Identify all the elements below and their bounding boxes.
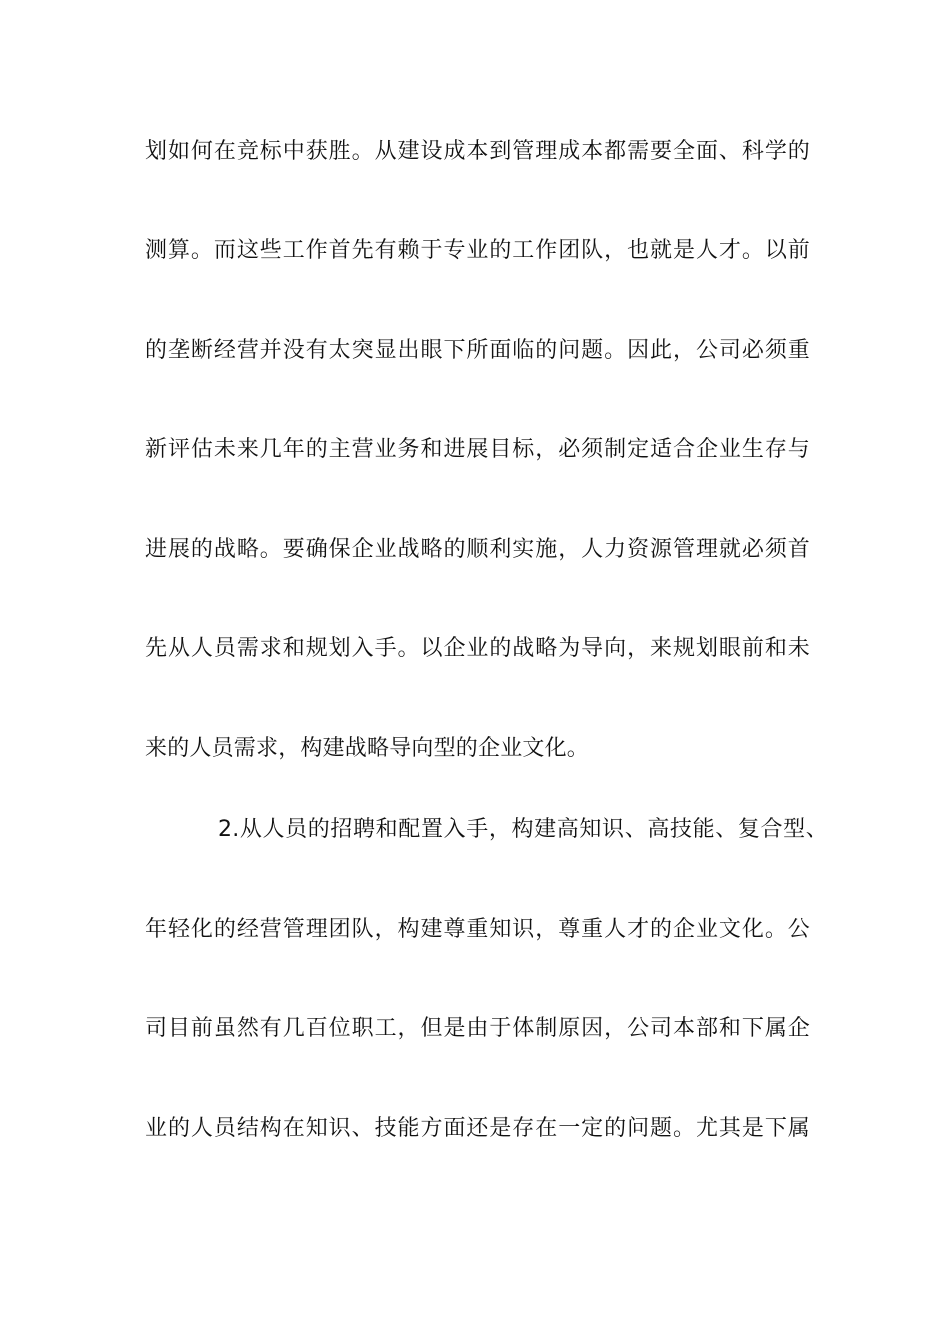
paragraph-line: 2.从人员的招聘和配置入手，构建高知识、高技能、复合型、 [218,817,828,842]
paragraph-line: 进展的战略。要确保企业战略的顺利实施，人力资源管理就必须首 [145,537,810,562]
paragraph-line: 业的人员结构在知识、技能方面还是存在一定的问题。尤其是下属 [145,1116,810,1141]
paragraph-line: 年轻化的经营管理团队，构建尊重知识，尊重人才的企业文化。公 [145,917,810,942]
paragraph-line: 的垄断经营并没有太突显出眼下所面临的问题。因此，公司必须重 [145,338,810,363]
paragraph-line: 先从人员需求和规划入手。以企业的战略为导向，来规划眼前和未 [145,636,810,661]
paragraph-line: 来的人员需求，构建战略导向型的企业文化。 [145,736,590,761]
paragraph-line: 新评估未来几年的主营业务和进展目标，必须制定适合企业生存与 [145,437,810,462]
paragraph-line: 测算。而这些工作首先有赖于专业的工作团队，也就是人才。以前 [145,238,810,263]
paragraph-line: 司目前虽然有几百位职工，但是由于体制原因，公司本部和下属企 [145,1016,810,1041]
paragraph-line: 划如何在竞标中获胜。从建设成本到管理成本都需要全面、科学的 [145,139,810,164]
